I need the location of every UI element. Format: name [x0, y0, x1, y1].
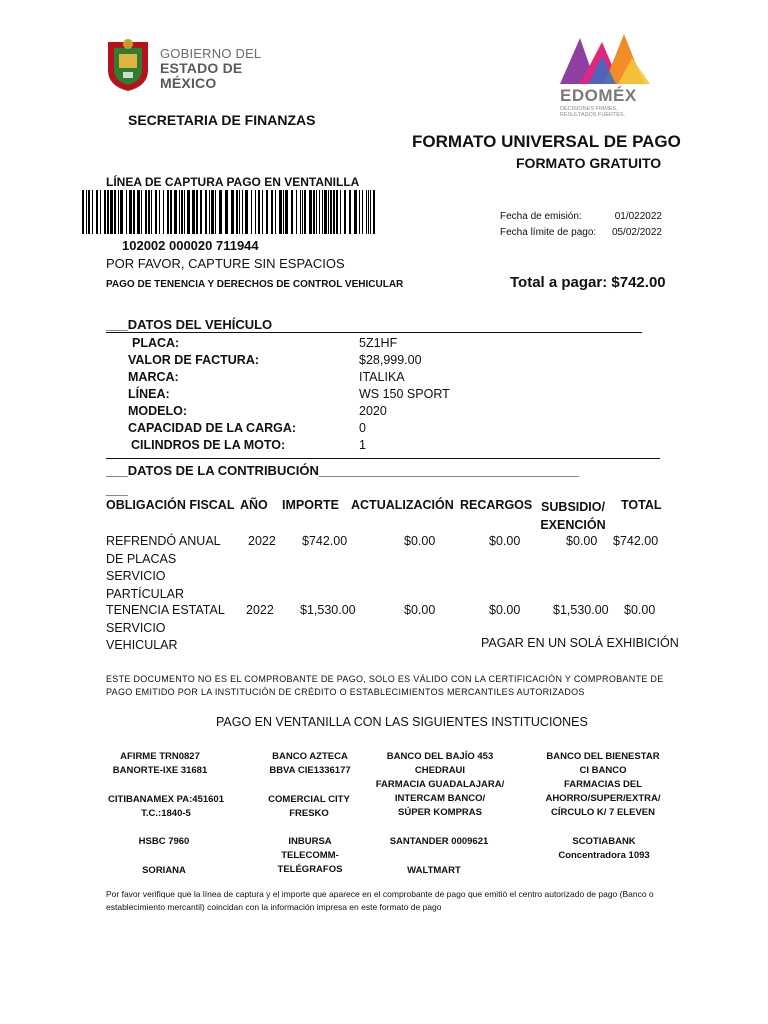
institution-item: BANCO DEL BAJÍO 453 CHEDRAUI FARMACIA GUADALAJARA/ INTERCAM BANCO/ SÚPER KOMPRAS [375, 751, 505, 818]
barcode-bar [107, 190, 109, 234]
gobierno-text [160, 46, 294, 91]
barcode-bar [145, 190, 147, 234]
barcode-bar [245, 190, 248, 234]
vehicle-value: 1 [359, 438, 366, 452]
disclaimer: ESTE DOCUMENTO NO ES EL COMPROBANTE DE PAGO, SOLO ES VÁLIDO CON LA CERTIFICACIÓN Y COMPROBANTE DE PAGO EMITIDO POR LA INSTITUCIÓN DE CRÉDITO O ESTABLECIMIENTOS MERCANTILES AUTORIZADOS [106, 674, 664, 697]
barcode-bar [319, 190, 320, 234]
barcode-bar [120, 190, 123, 234]
barcode-bar [110, 190, 113, 234]
institutions-heading: PAGO EN VENTANILLA CON LAS SIGUIENTES INSTITUCIONES [216, 715, 588, 729]
institution-item: CITIBANAMEX PA:451601 T.C.:1840-5 [108, 794, 224, 819]
barcode-bar [336, 190, 338, 234]
cell-anio: 2022 [248, 534, 276, 548]
barcode-bar [100, 190, 101, 234]
limite-label: Fecha límite de pago: [500, 227, 597, 238]
edomex-tagline-2: RESULTADOS FUERTES. [560, 112, 626, 118]
barcode-bar [219, 190, 222, 234]
institution-item: BANCO DEL BIENESTAR CI BANCO FARMACIAS DEL AHORRO/SUPER/EXTRA/ CÍRCULO K/ 7 ELEVEN [545, 751, 661, 818]
barcode-bar [215, 190, 216, 234]
barcode-bar [313, 190, 315, 234]
barcode-bar [328, 190, 329, 234]
capture-instruction: POR FAVOR, CAPTURE SIN ESPACIOS [106, 256, 345, 271]
gobierno-logo [104, 34, 294, 98]
barcode-bar [316, 190, 317, 234]
footer-note: Por favor verifique que la línea de captura y el importe que aparece en el comprobante de pago que emitió el centro autorizado de pago (Banco o establecimiento mercantil) coincidan con la información impresa en este formato de pago [106, 889, 654, 912]
vehicle-bottom-rule [106, 458, 660, 459]
barcode-bar [104, 190, 106, 234]
col-subsidio: SUBSIDIO/ EXENCIÓN [540, 500, 606, 532]
barcode-bar [181, 190, 183, 234]
barcode-bar [262, 190, 263, 234]
cell-total: $0.00 [624, 603, 656, 617]
document-subtitle: FORMATO GRATUITO [516, 155, 662, 171]
vehicle-label: CILINDROS DE LA MOTO: [131, 438, 286, 452]
barcode-bar [129, 190, 132, 234]
barcode-bar [362, 190, 363, 234]
barcode-bar [368, 190, 369, 234]
barcode-bar [304, 190, 306, 234]
institution-item: SORIANA [142, 865, 186, 876]
cell-subsidio: $1,530.00 [553, 603, 609, 617]
barcode-bar [148, 190, 150, 234]
vehicle-label: MODELO: [128, 404, 188, 418]
barcode-bar [251, 190, 252, 234]
gobierno-line2: ESTADO DE MÉXICO [160, 60, 243, 91]
vehicle-labels [106, 335, 296, 454]
cell-recargos: $0.00 [489, 603, 521, 617]
cell-subsidio: $0.00 [566, 534, 598, 548]
col-anio: AÑO [240, 498, 268, 512]
barcode-bar [330, 190, 332, 234]
barcode-bar [349, 190, 351, 234]
cell-obligacion: REFRENDÓ ANUAL DE PLACAS SERVICIO PARTÍCULAR [106, 534, 221, 601]
barcode-bar [205, 190, 207, 234]
document-title: FORMATO UNIVERSAL DE PAGO [412, 132, 681, 151]
vehicle-value: $28,999.00 [359, 353, 422, 367]
barcode-bar [159, 190, 160, 234]
cell-importe: $1,530.00 [300, 603, 356, 617]
barcode-bar [302, 190, 303, 234]
edomex-logo [556, 32, 656, 122]
barcode-bar [344, 190, 346, 234]
barcode-bar [167, 190, 169, 234]
vehicle-value: WS 150 SPORT [359, 387, 450, 401]
barcode-bar [137, 190, 140, 234]
barcode-bar [88, 190, 90, 234]
barcode-bar [118, 190, 119, 234]
barcode-bar [86, 190, 87, 234]
cell-importe: $742.00 [302, 534, 348, 548]
emision-label: Fecha de emisión: [500, 211, 582, 222]
barcode-bar [231, 190, 234, 234]
cell-recargos: $0.00 [489, 534, 521, 548]
barcode-bar [196, 190, 198, 234]
barcode-bar [370, 190, 371, 234]
barcode-bar [285, 190, 288, 234]
institution-item: WALTMART [407, 865, 461, 876]
barcode-bar [133, 190, 135, 234]
barcode-bar [184, 190, 185, 234]
contribution-heading-wrap: ___ [106, 482, 128, 497]
barcode-bar [359, 190, 360, 234]
barcode-bar [279, 190, 282, 234]
col-total: TOTAL [621, 498, 662, 512]
dates-block [500, 209, 662, 241]
emision-value: 01/022022 [614, 211, 662, 222]
edomex-wordmark: EDOMÉX [560, 86, 637, 105]
barcode-bar [200, 190, 202, 234]
barcode-bar [179, 190, 180, 234]
barcode-bar [300, 190, 301, 234]
barcode-bar [163, 190, 164, 234]
institution-item: SCOTIABANK Concentradora 1093 [558, 836, 650, 861]
capture-line-label: LÍNEA DE CAPTURA PAGO EN VENTANILLA [106, 175, 360, 189]
institution-item: HSBC 7960 [138, 836, 190, 847]
col-recargos: RECARGOS [460, 498, 533, 512]
secretaria-heading: SECRETARIA DE FINANZAS [128, 112, 316, 128]
barcode-bar [373, 190, 375, 234]
barcode-bar [255, 190, 256, 234]
vehicle-heading-rule [106, 332, 642, 333]
barcode-bar [187, 190, 190, 234]
barcode-bar [151, 190, 152, 234]
edomex-tagline-1: DECISIONES FIRMES, [560, 106, 618, 112]
institution-item: INBURSA TELECOMM- TELÉGRAFOS [277, 836, 343, 875]
vehicle-label: PLACA: [132, 336, 180, 350]
edomex-tagline [560, 106, 625, 118]
barcode-bar [174, 190, 177, 234]
barcode-bar [155, 190, 157, 234]
institution-item: COMERCIAL CITY FRESKO [268, 794, 350, 819]
barcode-bar [266, 190, 268, 234]
barcode-bar [333, 190, 335, 234]
institution-item: SANTANDER 0009621 [389, 836, 489, 847]
limite-value: 05/02/2022 [611, 227, 662, 238]
capture-line-number: 102002 000020 711944 [122, 238, 259, 253]
barcode-bar [324, 190, 327, 234]
barcode-bar [96, 190, 98, 234]
vehicle-value: 0 [359, 421, 366, 435]
state-seal-icon [104, 36, 152, 92]
vehicle-value: 2020 [359, 404, 387, 418]
barcode-bar [354, 190, 357, 234]
gobierno-line1: GOBIERNO DEL [160, 46, 262, 61]
barcode-bar [309, 190, 312, 234]
barcode-bar [322, 190, 323, 234]
vehicle-value: 5Z1HF [359, 336, 398, 350]
col-actualizacion: ACTUALIZACIÓN [351, 498, 454, 512]
col-importe: IMPORTE [282, 498, 339, 512]
cell-obligacion: TENENCIA ESTATAL SERVICIO VEHICULAR [106, 603, 225, 652]
barcode-bar [271, 190, 273, 234]
vehicle-section-heading: ___DATOS DEL VEHÍCULO [106, 317, 273, 332]
barcode-bar [239, 190, 240, 234]
barcode-bar [209, 190, 210, 234]
institution-item: AFIRME TRN0827 BANORTE-IXE 31681 [112, 751, 208, 776]
barcode-bar [283, 190, 284, 234]
barcode-bar [114, 190, 116, 234]
vehicle-value: ITALIKA [359, 370, 405, 384]
vehicle-values [359, 335, 450, 454]
vehicle-label: LÍNEA: [128, 387, 170, 401]
cell-anio: 2022 [246, 603, 274, 617]
institution-item: BANCO AZTECA BBVA CIE1336177 [269, 751, 351, 776]
barcode-bar [236, 190, 238, 234]
payment-concept: PAGO DE TENENCIA Y DERECHOS DE CONTROL VEHICULAR [106, 279, 404, 290]
edomex-mark-icon [558, 32, 652, 86]
barcode-bar [242, 190, 243, 234]
contribution-section-heading: ___DATOS DE LA CONTRIBUCIÓN____________________________________ [106, 463, 580, 478]
barcode-bar [82, 190, 84, 234]
cell-actualizacion: $0.00 [404, 603, 436, 617]
barcode-bar [275, 190, 276, 234]
barcode-bar [296, 190, 297, 234]
barcode-bar [141, 190, 142, 234]
vehicle-label: VALOR DE FACTURA: [128, 353, 260, 367]
cell-actualizacion: $0.00 [404, 534, 436, 548]
single-payment-note: PAGAR EN UN SOLÁ EXHIBICIÓN [481, 636, 679, 650]
barcode-bar [340, 190, 341, 234]
barcode [80, 190, 380, 234]
barcode-bar [366, 190, 367, 234]
barcode-bar [225, 190, 228, 234]
col-obligacion: OBLIGACIÓN FISCAL [106, 498, 235, 512]
cell-total: $742.00 [613, 534, 659, 548]
barcode-bar [192, 190, 195, 234]
total-to-pay: Total a pagar: $742.00 [510, 274, 666, 291]
barcode-bar [170, 190, 172, 234]
vehicle-label: CAPACIDAD DE LA CARGA: [128, 421, 297, 435]
barcode-bar [126, 190, 127, 234]
vehicle-label: MARCA: [128, 370, 179, 384]
barcode-bar [258, 190, 260, 234]
barcode-bar [291, 190, 293, 234]
barcode-bar [92, 190, 93, 234]
barcode-bar [211, 190, 214, 234]
